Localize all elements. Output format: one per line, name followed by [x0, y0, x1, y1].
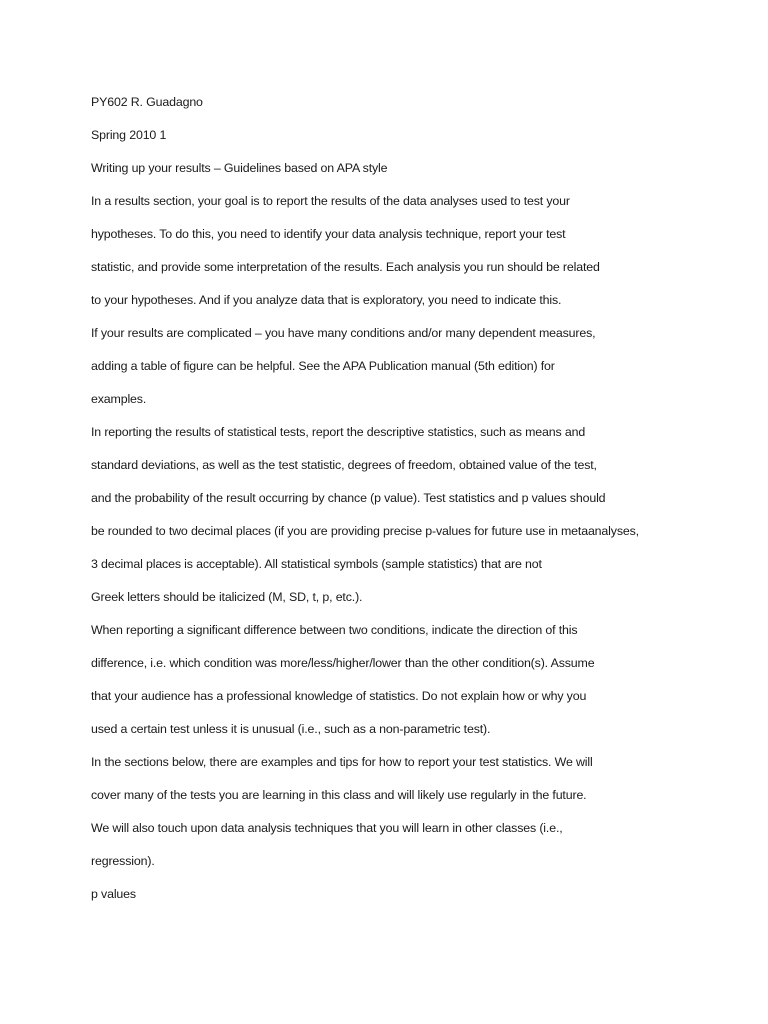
body-line: statistic, and provide some interpretation of the results. Each analysis you run should be related [91, 260, 600, 274]
body-line: If your results are complicated – you have many conditions and/or many dependent measures, [91, 326, 596, 340]
body-line: difference, i.e. which condition was more/less/higher/lower than the other condition(s). Assume [91, 656, 595, 670]
body-line: that your audience has a professional knowledge of statistics. Do not explain how or why you [91, 689, 587, 703]
body-line: examples. [91, 392, 147, 406]
body-line: We will also touch upon data analysis techniques that you will learn in other classes (i.e., [91, 821, 563, 835]
body-line: standard deviations, as well as the test statistic, degrees of freedom, obtained value of the test, [91, 458, 597, 472]
body-line: 3 decimal places is acceptable). All statistical symbols (sample statistics) that are not [91, 557, 542, 571]
document-header-term: Spring 2010 1 [91, 128, 167, 142]
body-line: regression). [91, 854, 155, 868]
document-header-course: PY602 R. Guadagno [91, 95, 203, 109]
document-title: Writing up your results – Guidelines based on APA style [91, 161, 388, 175]
body-line: In reporting the results of statistical tests, report the descriptive statistics, such as means and [91, 425, 586, 439]
body-line: be rounded to two decimal places (if you are providing precise p-values for future use in metaanalyses, [91, 524, 639, 538]
body-line: adding a table of figure can be helpful. See the APA Publication manual (5th edition) for [91, 359, 555, 373]
body-line: used a certain test unless it is unusual (i.e., such as a non-parametric test). [91, 722, 491, 736]
body-line: Greek letters should be italicized (M, SD, t, p, etc.). [91, 590, 363, 604]
body-line: In the sections below, there are examples and tips for how to report your test statistics. We will [91, 755, 593, 769]
section-heading-p-values: p values [91, 887, 136, 901]
body-line: and the probability of the result occurring by chance (p value). Test statistics and p values should [91, 491, 606, 505]
body-line: When reporting a significant difference between two conditions, indicate the direction of this [91, 623, 578, 637]
body-line: In a results section, your goal is to report the results of the data analyses used to test your [91, 194, 570, 208]
body-line: hypotheses. To do this, you need to identify your data analysis technique, report your test [91, 227, 566, 241]
body-line: cover many of the tests you are learning in this class and will likely use regularly in the future. [91, 788, 587, 802]
body-line: to your hypotheses. And if you analyze data that is exploratory, you need to indicate this. [91, 293, 562, 307]
